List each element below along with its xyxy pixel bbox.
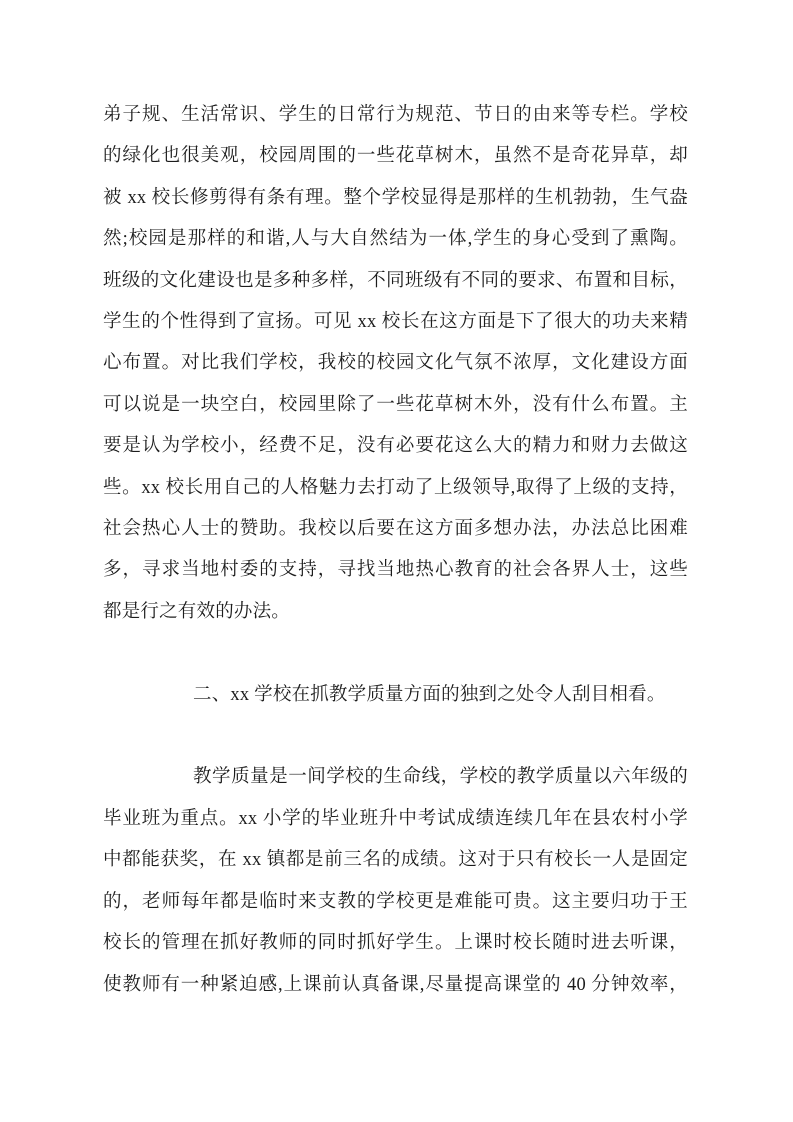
text-line: 可以说是一块空白，校园里除了一些花草树木外，没有什么布置。主 xyxy=(103,394,688,415)
paragraph-teaching-quality xyxy=(103,757,688,1005)
text-line: 学生的个性得到了宣扬。可见 xx 校长在这方面是下了很大的功夫来精 xyxy=(103,312,688,333)
text-line: 然;校园是那样的和谐,人与大自然结为一体,学生的身心受到了熏陶。 xyxy=(103,229,688,250)
text-line: 些。xx 校长用自己的人格魅力去打动了上级领导,取得了上级的支持， xyxy=(103,477,688,498)
text-line: 的，老师每年都是临时来支教的学校更是难能可贵。这主要归功于王 xyxy=(103,891,688,912)
text-line: 毕业班为重点。xx 小学的毕业班升中考试成绩连续几年在县农村小学 xyxy=(103,808,688,829)
text-line: 班级的文化建设也是多种多样，不同班级有不同的要求、布置和目标， xyxy=(103,270,688,291)
text-line: 社会热心人士的赞助。我校以后要在这方面多想办法，办法总比困难 xyxy=(103,519,688,540)
text-line: 教学质量是一间学校的生命线，学校的教学质量以六年级的 xyxy=(193,767,688,788)
text-line: 多，寻求当地村委的支持，寻找当地热心教育的社会各界人士，这些 xyxy=(103,560,688,581)
paragraph-campus-culture xyxy=(103,95,688,633)
text-line: 中都能获奖，在 xx 镇都是前三名的成绩。这对于只有校长一人是固定 xyxy=(103,850,688,871)
text-line: 使教师有一种紧迫感,上课前认真备课,尽量提高课堂的 40 分钟效率， xyxy=(103,974,688,995)
text-line: 要是认为学校小，经费不足，没有必要花这么大的精力和财力去做这 xyxy=(103,436,688,457)
text-line: 都是行之有效的办法。 xyxy=(103,601,291,622)
text-line: 心布置。对比我们学校，我校的校园文化气氛不浓厚，文化建设方面 xyxy=(103,353,688,374)
text-line: 校长的管理在抓好教师的同时抓好学生。上课时校长随时进去听课， xyxy=(103,933,688,954)
text-line: 的绿化也很美观，校园周围的一些花草树木，虽然不是奇花异草，却 xyxy=(103,146,688,167)
section-heading-teaching-quality: 二、xx 学校在抓教学质量方面的独到之处令人刮目相看。 xyxy=(193,684,666,705)
text-line: 被 xx 校长修剪得有条有理。整个学校显得是那样的生机勃勃，生气盎 xyxy=(103,187,688,208)
text-content xyxy=(103,95,688,1006)
text-line: 弟子规、生活常识、学生的日常行为规范、节日的由来等专栏。学校 xyxy=(103,105,688,125)
